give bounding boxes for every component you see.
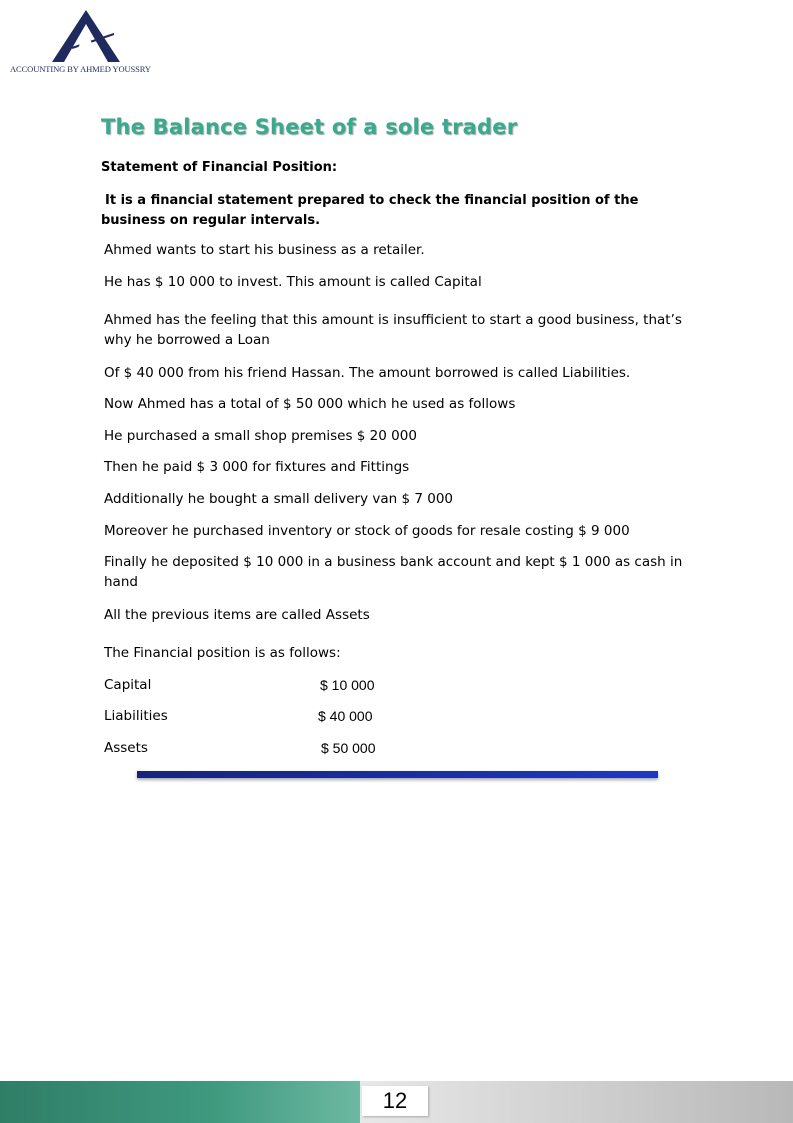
page-footer bbox=[0, 1078, 793, 1123]
position-label: Liabilities bbox=[104, 708, 168, 724]
logo-triangle-icon bbox=[50, 8, 122, 64]
paragraph: Finally he deposited $ 10 000 in a business bank account and kept $ 1 000 as cash in hand bbox=[104, 554, 683, 590]
logo bbox=[10, 8, 160, 78]
position-label: Capital bbox=[104, 677, 152, 693]
paragraph: Ahmed has the feeling that this amount is insufficient to start a good business, that’s why he borrowed a Loan bbox=[104, 312, 682, 348]
paragraph: He purchased a small shop premises $ 20 000 bbox=[104, 428, 417, 444]
footer-band-green bbox=[0, 1081, 360, 1123]
paragraph: Now Ahmed has a total of $ 50 000 which he used as follows bbox=[104, 396, 516, 412]
page-number: 12 bbox=[362, 1086, 428, 1116]
paragraph: Ahmed wants to start his business as a retailer. bbox=[104, 242, 425, 258]
paragraph: The Financial position is as follows: bbox=[104, 645, 341, 661]
logo-text: ACCOUNTING BY AHMED YOUSSRY bbox=[10, 64, 151, 74]
paragraph: All the previous items are called Assets bbox=[104, 607, 370, 623]
paragraph: He has $ 10 000 to invest. This amount is called Capital bbox=[104, 274, 482, 290]
section-subheading: Statement of Financial Position: bbox=[101, 160, 338, 175]
position-value: $ 10 000 bbox=[320, 677, 375, 693]
divider-rule bbox=[137, 771, 658, 778]
position-value: $ 40 000 bbox=[318, 708, 373, 724]
definition-text: It is a financial statement prepared to check the financial position of the business on regular intervals. bbox=[101, 193, 639, 228]
page-title: The Balance Sheet of a sole trader bbox=[101, 115, 518, 139]
paragraph: Moreover he purchased inventory or stock of goods for resale costing $ 9 000 bbox=[104, 523, 630, 539]
paragraph: Additionally he bought a small delivery van $ 7 000 bbox=[104, 491, 454, 507]
paragraph: Of $ 40 000 from his friend Hassan. The amount borrowed is called Liabilities. bbox=[104, 365, 631, 381]
paragraph: Then he paid $ 3 000 for fixtures and Fittings bbox=[104, 459, 410, 475]
position-value: $ 50 000 bbox=[321, 740, 376, 756]
position-label: Assets bbox=[104, 740, 148, 756]
